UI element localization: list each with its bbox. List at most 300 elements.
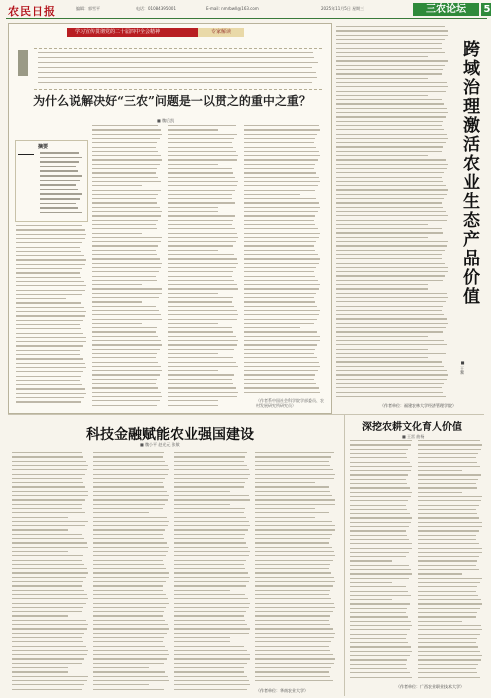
text-line xyxy=(168,181,238,182)
text-line xyxy=(168,134,237,135)
text-line xyxy=(244,336,320,337)
text-line xyxy=(255,529,335,530)
text-line xyxy=(174,654,250,655)
text-line xyxy=(168,340,238,341)
text-line xyxy=(350,586,406,587)
text-line xyxy=(93,465,168,466)
text-line xyxy=(350,539,409,540)
text-line xyxy=(336,306,443,307)
text-line xyxy=(255,508,315,509)
text-line xyxy=(16,337,86,338)
text-line xyxy=(350,612,406,613)
text-line xyxy=(350,548,412,549)
text-line xyxy=(168,301,232,302)
text-line xyxy=(244,301,315,302)
text-line xyxy=(92,400,160,401)
text-line xyxy=(244,340,320,341)
text-line xyxy=(93,560,163,561)
article4-headline: 深挖农耕文化育人价值 xyxy=(362,422,462,433)
text-line xyxy=(174,624,247,625)
text-line xyxy=(255,572,331,573)
text-line xyxy=(244,263,319,264)
text-line xyxy=(336,164,448,165)
text-line xyxy=(93,671,165,672)
text-line xyxy=(92,331,156,332)
text-line xyxy=(40,198,80,200)
text-line xyxy=(255,452,334,453)
phone-info: 电话：01084395001 xyxy=(136,6,176,11)
text-line xyxy=(350,470,411,471)
text-line xyxy=(16,333,83,334)
text-line xyxy=(255,469,333,470)
text-line xyxy=(174,542,246,543)
text-line xyxy=(12,564,84,565)
text-line xyxy=(174,482,245,483)
text-line xyxy=(255,521,332,522)
text-line xyxy=(174,525,250,526)
text-line xyxy=(93,491,167,492)
text-line xyxy=(244,327,300,328)
text-line xyxy=(168,241,236,242)
text-line xyxy=(174,469,249,470)
text-line xyxy=(350,453,406,454)
text-line xyxy=(418,655,482,656)
text-line xyxy=(93,525,168,526)
text-line xyxy=(336,151,442,152)
text-line xyxy=(336,35,448,36)
text-line xyxy=(418,677,480,678)
text-line xyxy=(255,624,330,625)
text-line xyxy=(174,495,249,496)
text-line xyxy=(174,461,244,462)
text-line xyxy=(92,185,142,186)
text-line xyxy=(336,383,444,384)
text-line xyxy=(350,646,411,647)
text-line xyxy=(336,228,442,229)
text-line xyxy=(418,513,477,514)
text-line xyxy=(244,151,319,152)
text-line xyxy=(244,258,320,259)
text-line xyxy=(350,565,409,566)
expert-tag: 专家解读 xyxy=(198,28,244,37)
text-line xyxy=(244,276,315,277)
text-line xyxy=(16,363,85,364)
text-line xyxy=(244,297,314,298)
text-line xyxy=(92,306,156,307)
text-line xyxy=(244,383,316,384)
text-line xyxy=(174,637,230,638)
text-line xyxy=(93,624,168,625)
text-line xyxy=(244,254,318,255)
text-line xyxy=(350,616,408,617)
editor-info: 编辑：郭雪平 xyxy=(76,6,100,11)
text-line xyxy=(418,483,476,484)
text-line xyxy=(336,288,428,289)
text-line xyxy=(16,242,82,243)
text-line xyxy=(168,207,218,208)
text-line xyxy=(92,190,161,191)
text-line xyxy=(174,517,246,518)
text-line xyxy=(12,684,84,685)
text-line xyxy=(244,125,319,126)
text-line xyxy=(92,237,162,238)
text-line xyxy=(12,508,82,509)
text-line xyxy=(93,676,168,677)
text-line xyxy=(244,357,317,358)
text-line xyxy=(12,572,88,573)
text-line xyxy=(244,271,314,272)
text-line xyxy=(336,181,443,182)
text-line xyxy=(336,301,446,302)
text-line xyxy=(168,190,235,191)
text-line xyxy=(244,392,320,393)
text-line xyxy=(92,129,161,130)
section-divider xyxy=(8,414,484,415)
text-line xyxy=(174,594,245,595)
text-line xyxy=(255,581,335,582)
text-line xyxy=(244,344,317,345)
text-line xyxy=(336,73,442,74)
text-line xyxy=(12,628,87,629)
text-line xyxy=(92,293,162,294)
text-line xyxy=(92,202,157,203)
text-line xyxy=(350,483,407,484)
text-line xyxy=(244,267,316,268)
text-line xyxy=(92,271,159,272)
text-line xyxy=(92,288,162,289)
text-line xyxy=(168,220,233,221)
text-line xyxy=(92,280,157,281)
text-line xyxy=(16,358,83,359)
text-line xyxy=(418,668,476,669)
text-line xyxy=(93,508,163,509)
text-line xyxy=(168,392,238,393)
text-line xyxy=(174,560,246,561)
text-line xyxy=(418,449,481,450)
text-line xyxy=(244,172,316,173)
text-line xyxy=(12,491,88,492)
text-line xyxy=(168,344,237,345)
text-line xyxy=(12,637,82,638)
text-line xyxy=(12,538,84,539)
column-divider xyxy=(344,414,345,696)
text-line xyxy=(168,349,234,350)
text-line xyxy=(336,232,443,233)
text-line xyxy=(168,198,232,199)
text-line xyxy=(336,344,447,345)
text-line xyxy=(336,323,448,324)
text-line xyxy=(174,611,246,612)
text-line xyxy=(12,461,86,462)
text-line xyxy=(255,654,333,655)
text-line xyxy=(174,551,250,552)
text-line xyxy=(168,353,218,354)
text-line xyxy=(336,245,447,246)
text-line xyxy=(93,637,164,638)
text-line xyxy=(244,215,315,216)
text-line xyxy=(93,452,164,453)
text-line xyxy=(168,245,233,246)
text-line xyxy=(174,547,248,548)
text-line xyxy=(93,615,163,616)
article4-author-note: （作者单位：广西农业职业技术大学） xyxy=(396,684,464,689)
text-line xyxy=(16,255,84,256)
text-line xyxy=(174,581,249,582)
text-line xyxy=(16,354,80,355)
text-line xyxy=(244,288,319,289)
text-line xyxy=(336,396,446,397)
article3-byline: ■ 魏小平 赵光元 张敏 xyxy=(140,442,180,447)
text-line xyxy=(350,603,410,604)
text-line xyxy=(16,285,86,286)
text-line xyxy=(336,91,446,92)
text-line xyxy=(93,646,165,647)
text-line xyxy=(92,344,162,345)
text-line xyxy=(336,250,445,251)
text-line xyxy=(336,112,448,113)
text-line xyxy=(168,374,234,375)
text-line xyxy=(168,125,236,126)
text-line xyxy=(255,534,332,535)
text-line xyxy=(255,456,331,457)
text-line xyxy=(255,504,335,505)
text-line xyxy=(12,689,82,690)
text-line xyxy=(336,211,446,212)
text-line xyxy=(12,568,87,569)
text-line xyxy=(168,379,232,380)
text-line xyxy=(418,603,482,604)
text-line xyxy=(418,470,462,471)
text-line xyxy=(350,492,412,493)
text-line xyxy=(174,452,247,453)
text-line xyxy=(336,168,447,169)
text-line xyxy=(93,495,169,496)
text-line xyxy=(336,310,442,311)
text-line xyxy=(418,582,480,583)
text-line xyxy=(350,474,408,475)
text-line xyxy=(174,568,245,569)
text-line xyxy=(174,465,247,466)
text-line xyxy=(350,659,407,660)
text-line xyxy=(350,634,407,635)
text-line xyxy=(93,474,168,475)
text-line xyxy=(168,271,233,272)
text-line xyxy=(12,680,87,681)
text-line xyxy=(12,465,88,466)
editor-note-label xyxy=(18,50,28,76)
text-line xyxy=(255,646,329,647)
text-line xyxy=(174,646,244,647)
text-line xyxy=(168,185,237,186)
text-line xyxy=(168,164,218,165)
text-line xyxy=(92,211,162,212)
text-line xyxy=(350,677,412,678)
text-line xyxy=(174,603,250,604)
text-line xyxy=(168,284,237,285)
text-line xyxy=(336,331,443,332)
text-line xyxy=(350,517,412,518)
text-line xyxy=(255,633,335,634)
text-line xyxy=(255,517,315,518)
text-line xyxy=(92,224,156,225)
text-line xyxy=(93,603,169,604)
text-line xyxy=(418,578,482,579)
text-line xyxy=(174,628,250,629)
text-line xyxy=(12,452,82,453)
text-line xyxy=(38,57,314,58)
text-line xyxy=(174,577,250,578)
text-line xyxy=(336,318,447,319)
text-line xyxy=(336,48,442,49)
text-line xyxy=(16,341,86,342)
text-line xyxy=(174,508,245,509)
text-line xyxy=(12,456,83,457)
text-line xyxy=(92,147,156,148)
text-line xyxy=(255,474,335,475)
text-line xyxy=(174,564,244,565)
text-line xyxy=(16,294,82,295)
text-line xyxy=(16,345,83,346)
text-line xyxy=(174,633,249,634)
text-line xyxy=(92,138,160,139)
text-line xyxy=(418,457,476,458)
text-line xyxy=(336,280,443,281)
text-line xyxy=(92,357,156,358)
text-line xyxy=(174,689,247,690)
text-line xyxy=(16,311,86,312)
text-line xyxy=(336,254,442,255)
text-line xyxy=(244,202,319,203)
text-line xyxy=(418,629,482,630)
text-line xyxy=(336,129,444,130)
abstract-icon xyxy=(18,144,34,155)
article4-byline: ■ 王雷 曲杨 xyxy=(402,434,425,439)
text-line xyxy=(350,664,406,665)
text-line xyxy=(16,380,80,381)
text-line xyxy=(255,658,335,659)
text-line xyxy=(92,134,162,135)
text-line xyxy=(93,469,169,470)
text-line xyxy=(92,276,156,277)
text-line xyxy=(350,573,412,574)
text-line xyxy=(174,478,248,479)
text-line xyxy=(418,625,481,626)
text-line xyxy=(93,461,165,462)
text-line xyxy=(336,237,428,238)
text-line xyxy=(350,530,406,531)
text-line xyxy=(12,504,82,505)
text-line xyxy=(168,263,238,264)
text-line xyxy=(350,522,411,523)
text-line xyxy=(92,383,156,384)
text-line xyxy=(92,233,142,234)
text-line xyxy=(38,82,312,83)
text-line xyxy=(16,234,86,235)
text-line xyxy=(16,281,84,282)
text-line xyxy=(40,157,82,159)
text-line xyxy=(244,241,316,242)
article3-headline: 科技金融赋能农业强国建设 xyxy=(86,427,254,443)
text-line xyxy=(16,247,80,248)
newspaper-logo: 农民日报 xyxy=(8,5,56,18)
text-line xyxy=(16,376,81,377)
text-line xyxy=(92,387,158,388)
text-line xyxy=(174,486,244,487)
text-line xyxy=(92,125,158,126)
text-line xyxy=(336,82,447,83)
text-line xyxy=(12,615,68,616)
text-line xyxy=(16,264,85,265)
text-line xyxy=(255,650,330,651)
text-line xyxy=(12,598,88,599)
text-line xyxy=(93,555,166,556)
text-line xyxy=(40,193,82,195)
text-line xyxy=(168,215,235,216)
text-line xyxy=(336,202,442,203)
text-line xyxy=(336,207,443,208)
text-line xyxy=(244,211,318,212)
text-line xyxy=(418,569,479,570)
text-line xyxy=(255,615,330,616)
text-line xyxy=(244,134,317,135)
text-line xyxy=(16,371,83,372)
text-line xyxy=(336,121,443,122)
text-line xyxy=(336,95,428,96)
text-line xyxy=(168,387,236,388)
text-line xyxy=(244,284,320,285)
text-line xyxy=(40,212,82,214)
text-line xyxy=(350,444,411,445)
text-line xyxy=(12,469,87,470)
text-line xyxy=(244,293,316,294)
text-line xyxy=(336,56,428,57)
text-line xyxy=(93,598,168,599)
text-line xyxy=(350,578,409,579)
text-line xyxy=(168,138,234,139)
text-line xyxy=(244,233,320,234)
text-line xyxy=(336,198,444,199)
text-line xyxy=(93,620,165,621)
text-line xyxy=(168,400,218,401)
text-line xyxy=(168,331,233,332)
text-line xyxy=(40,175,82,177)
text-line xyxy=(93,689,164,690)
text-line xyxy=(168,172,233,173)
text-line xyxy=(93,478,165,479)
text-line xyxy=(418,638,477,639)
text-line xyxy=(255,594,329,595)
text-line xyxy=(255,620,329,621)
text-line xyxy=(418,539,476,540)
text-line xyxy=(174,538,244,539)
text-line xyxy=(92,250,156,251)
text-line xyxy=(92,258,160,259)
text-line xyxy=(174,534,245,535)
article1-headline: 为什么说解决好“三农”问题是一以贯之的重中之重？ xyxy=(33,94,311,108)
text-line xyxy=(93,658,167,659)
text-line xyxy=(93,650,168,651)
text-line xyxy=(168,323,218,324)
text-line xyxy=(350,505,406,506)
text-line xyxy=(12,590,84,591)
text-line xyxy=(244,323,314,324)
text-line xyxy=(12,474,85,475)
text-line xyxy=(92,207,160,208)
text-line xyxy=(12,555,83,556)
text-line xyxy=(336,370,447,371)
text-line xyxy=(12,534,82,535)
text-line xyxy=(12,495,88,496)
